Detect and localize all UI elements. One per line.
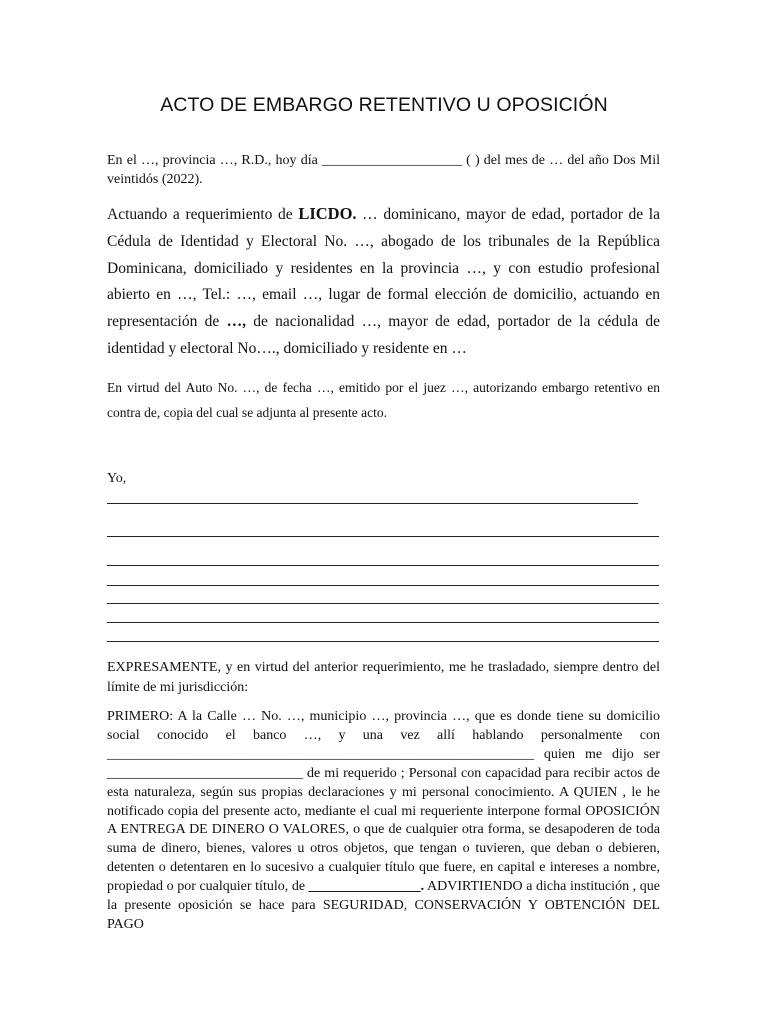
licdo-label: LICDO. (298, 204, 357, 223)
actuando-paragraph (107, 201, 660, 363)
actuando-prefix: Actuando a requerimiento de (107, 206, 299, 223)
expresamente-paragraph (107, 658, 660, 697)
virtud-paragraph (107, 375, 660, 425)
primero-line-1: PRIMERO: A la Calle … No. …, municipio …, provincia …, que es donde tiene su domicilio social conocido el banco …, y una vez allí hablando personalmente con (107, 709, 660, 743)
actuando-body-1: … dominicano, mayor de edad, portador de la Cédula de Identidad y Electoral No. …, abogado de los tribunales de la República Dominicana, domiciliado y residentes en la provincia …, y con estudio profesional abierto en …, Tel.: …, email …, lugar de formal elección de domicilio, actuando en representación de (107, 206, 660, 331)
primero-bold-blank: ________________. (308, 879, 425, 895)
blank-line-6 (107, 622, 659, 623)
primero-line-4: ADVIRTIENDO a dicha institución , que la presente oposición se hace para SEGURIDAD, CONSERVACIÓN Y OBTENCIÓN DEL PAGO (107, 879, 661, 932)
blank-line-1 (107, 503, 638, 504)
intro-text: En el …, provincia …, R.D., hoy día ____________________ ( ) del mes de … del año Dos Mil veintidós (2022). (107, 153, 660, 187)
blank-line-7 (107, 641, 659, 642)
blank-line-3 (107, 565, 659, 566)
intro-paragraph (107, 151, 660, 189)
blank-line-4 (107, 585, 659, 586)
blank-line-2 (107, 536, 659, 537)
primero-line-3: ser ____________________________ de mi requerido ; Personal con capacidad para recibir actos de esta naturaleza, según sus propias declaraciones y mi personal conocimiento. A QUIEN , le he notificado copia del presente acto, mediante el cual mi requeriente interpone formal OPOSICIÓN A ENTREGA DE DINERO O VALORES, o que de cualquier otra forma, se desapoderen de toda suma de dinero, bienes, valores u otros objetos, que tengan o tuvieren, que deban o debieren, detenten o detentaren en lo sucesivo a cualquier título que fuere, en capital e intereses a nombre, propiedad o por cualquier título, de (107, 746, 660, 895)
primero-line-2: _____________________________________________________________ quien me dijo (107, 746, 634, 762)
document-title: ACTO DE EMBARGO RETENTIVO U OPOSICIÓN (160, 94, 608, 116)
expresamente-text: EXPRESAMENTE, y en virtud del anterior requerimiento, me he trasladado, siempre dentro del límite de mi jurisdicción: (107, 660, 660, 695)
blank-line-5 (107, 603, 659, 604)
yo-label: Yo, (107, 471, 127, 486)
actuando-body-2: de nacionalidad …, mayor de edad, portador de la cédula de identidad y electoral No…., domiciliado y residente en … (107, 313, 660, 357)
primero-paragraph (107, 708, 660, 935)
virtud-text: En virtud del Auto No. …, de fecha …, emitido por el juez …, autorizando embargo retentivo en contra de, copia del cual se adjunta al presente acto. (107, 380, 660, 420)
actuando-bold-ellipsis: …, (226, 313, 246, 331)
